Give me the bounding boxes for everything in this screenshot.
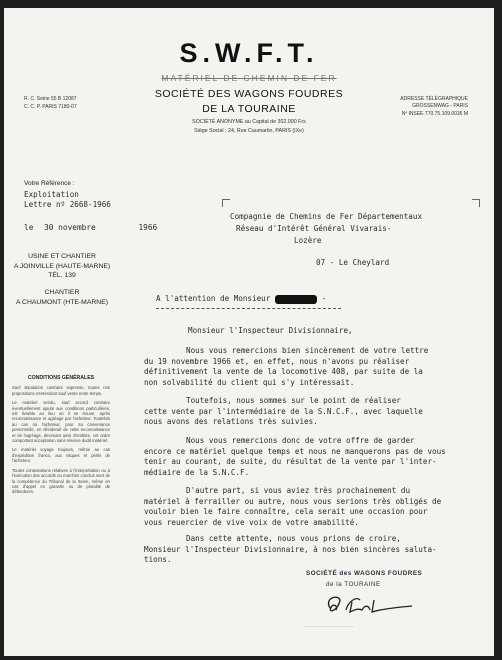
company-name-line1: SOCIÉTÉ DES WAGONS FOUDRES — [154, 88, 344, 100]
p5-line2: Monsieur l'Inspecteur Divisionnaire, à nos bien sincères saluta- — [144, 544, 437, 554]
conditions-p4: Toutes contestations relatives à l'interprétation ou à l'exécution des accords ou marchés conclus sont de la compétence du Tribunal de la Seine, même en cas d'appel en garantie ou de pluralité de défendeurs. — [12, 467, 110, 495]
branch-chantier — [12, 288, 112, 307]
letter-date — [24, 223, 157, 232]
company-name-line2: DE LA TOURAINE — [202, 103, 296, 115]
p4-line2: matériel à ferrailler ou autre, nous vous serions très obligés de — [144, 496, 442, 506]
p3-line1: Nous vous remercions donc de votre offre de garder — [186, 436, 415, 445]
paragraph-1 — [144, 346, 428, 388]
faint-rule — [304, 626, 354, 627]
conditions-p3: Le matériel voyage toujours, même au cas d'expédition franco, aux risques et périls de l'acheteur. — [12, 447, 110, 464]
paragraph-5 — [144, 534, 437, 566]
recipient-line3: Lozère — [294, 236, 322, 245]
recipient-line2: Réseau d'Intérêt Général Vivarais- — [236, 224, 392, 233]
reference-label: Votre Référence : — [24, 180, 75, 187]
address-corner-tr — [472, 199, 480, 207]
salutation: Monsieur l'Inspecteur Divisionnaire, — [188, 326, 353, 335]
attention-line: A l'attention de Monsieur - — [156, 294, 327, 303]
p4-line4: vous reuercier de vive voix de votre amabilité. — [144, 517, 359, 527]
reference-letter: Lettre nº 2668-1966 — [24, 200, 111, 209]
recipient-line1: Compagnie de Chemins de Fer Départementaux — [230, 212, 423, 221]
insee-number: Nº INSEE 770.75.109.0036 M — [401, 111, 468, 117]
telegraph-label: ADRESSE TÉLÉGRAPHIQUE — [400, 96, 468, 102]
p3-line3: tenir au courant, de suite, du résultat de la vente par l'inter- — [144, 457, 437, 466]
letter-page — [4, 8, 494, 656]
company-stamp-line1: SOCIÉTÉ des WAGONS FOUDRES — [306, 570, 423, 577]
chantier-line2: A CHAUMONT (HTE-MARNE) — [15, 298, 108, 306]
usine-line1: USINE ET CHANTIER — [28, 253, 96, 260]
conditions-title: CONDITIONS GÉNÉRALES — [27, 375, 95, 381]
p5-line3: tions. — [144, 555, 172, 564]
p4-line3: vouloir bien le faire connaître, cela serait une occasion pour — [144, 507, 428, 516]
attention-underline — [156, 308, 341, 309]
p1-line1: Nous vous remercions bien sincèrement de votre lettre — [186, 346, 429, 355]
p5-line1: Dans cette attente, nous vous prions de croire, — [186, 534, 401, 543]
conditions-p1: Sauf stipulation contraire expresse, toutes nos propositions s'entendent sauf vente entre temps. — [12, 385, 110, 396]
company-siege: Siège Social : 24, Rue Caumartin, PARIS (IXe) — [194, 128, 304, 134]
attention-text: A l'attention de Monsieur — [156, 294, 271, 303]
usine-line3: TÉL. 139 — [48, 272, 76, 279]
general-conditions — [12, 376, 110, 499]
company-stamp-line2: de la TOURAINE — [326, 581, 381, 588]
rc-number: R. C. Seine 55 B 12087 — [24, 96, 77, 102]
p2-line2: cette vente par l'intermédiaire de la S.N.C.F., avec laquelle — [144, 406, 423, 416]
p1-line4: non solvabilité du client qui s'y intéressait. — [144, 377, 355, 387]
conditions-p2: Le matériel vendu, sauf accord contraire éventuellement ajouté aux conditions particulières, est livrable au lieu où il se trouve, après reconnaissance et agréage par l'acheteur. Toutefois au cas où l'acheteur, pour sa convenance personnelle, en déciderait de cette reconnaissance et de l'agréage, devenant ainsi d'emblée, cet ordre comportant acceptation sans réserve dudit matériel. — [12, 400, 110, 444]
date-prefix: le — [24, 223, 34, 232]
p4-line1: D'autre part, si vous aviez très prochainement du — [186, 486, 411, 495]
date-year: 1966 — [138, 223, 158, 232]
company-capital: SOCIÉTÉ ANONYME au Capital de 302.000 Frs — [192, 119, 306, 125]
usine-line2: A JOINVILLE (HAUTE-MARNE) — [13, 262, 111, 270]
telegraph-address: GROSSENWAG - PARIS — [412, 103, 468, 109]
company-logo: S.W.F.T. — [179, 38, 319, 68]
paragraph-3 — [144, 436, 446, 478]
address-corner-tl — [222, 199, 230, 207]
p2-line3: nous avons des relations très suivies. — [144, 417, 318, 426]
date-day-month: 30 novembre — [44, 223, 96, 232]
ccp-number: C. C. P. PARIS 7180-07 — [24, 104, 77, 110]
reference-dept: Exploitation — [24, 190, 79, 199]
p3-line4: médiaire de la S.N.C.F. — [144, 467, 250, 477]
branch-usine — [12, 252, 112, 281]
chantier-line1: CHANTIER — [44, 289, 80, 296]
redacted-name — [275, 295, 317, 304]
p2-line1: Toutefois, nous sommes sur le point de réaliser — [186, 396, 401, 405]
recipient-line4: 07 - Le Cheylard — [316, 258, 390, 267]
p3-line2: encore ce matériel quelque temps et nous ne manquerons pas de vous — [144, 446, 446, 456]
paragraph-4 — [144, 486, 441, 528]
handwritten-signature — [320, 592, 420, 618]
p1-line3: définitivement la vente de la locomotive 408, par suite de la — [144, 367, 423, 376]
company-activity: MATÉRIEL DE CHEMIN DE FER — [161, 73, 337, 83]
paragraph-2 — [144, 396, 423, 428]
p1-line2: du 19 novembre 1966 et, en effet, nous n'avons pu réaliser — [144, 356, 410, 366]
